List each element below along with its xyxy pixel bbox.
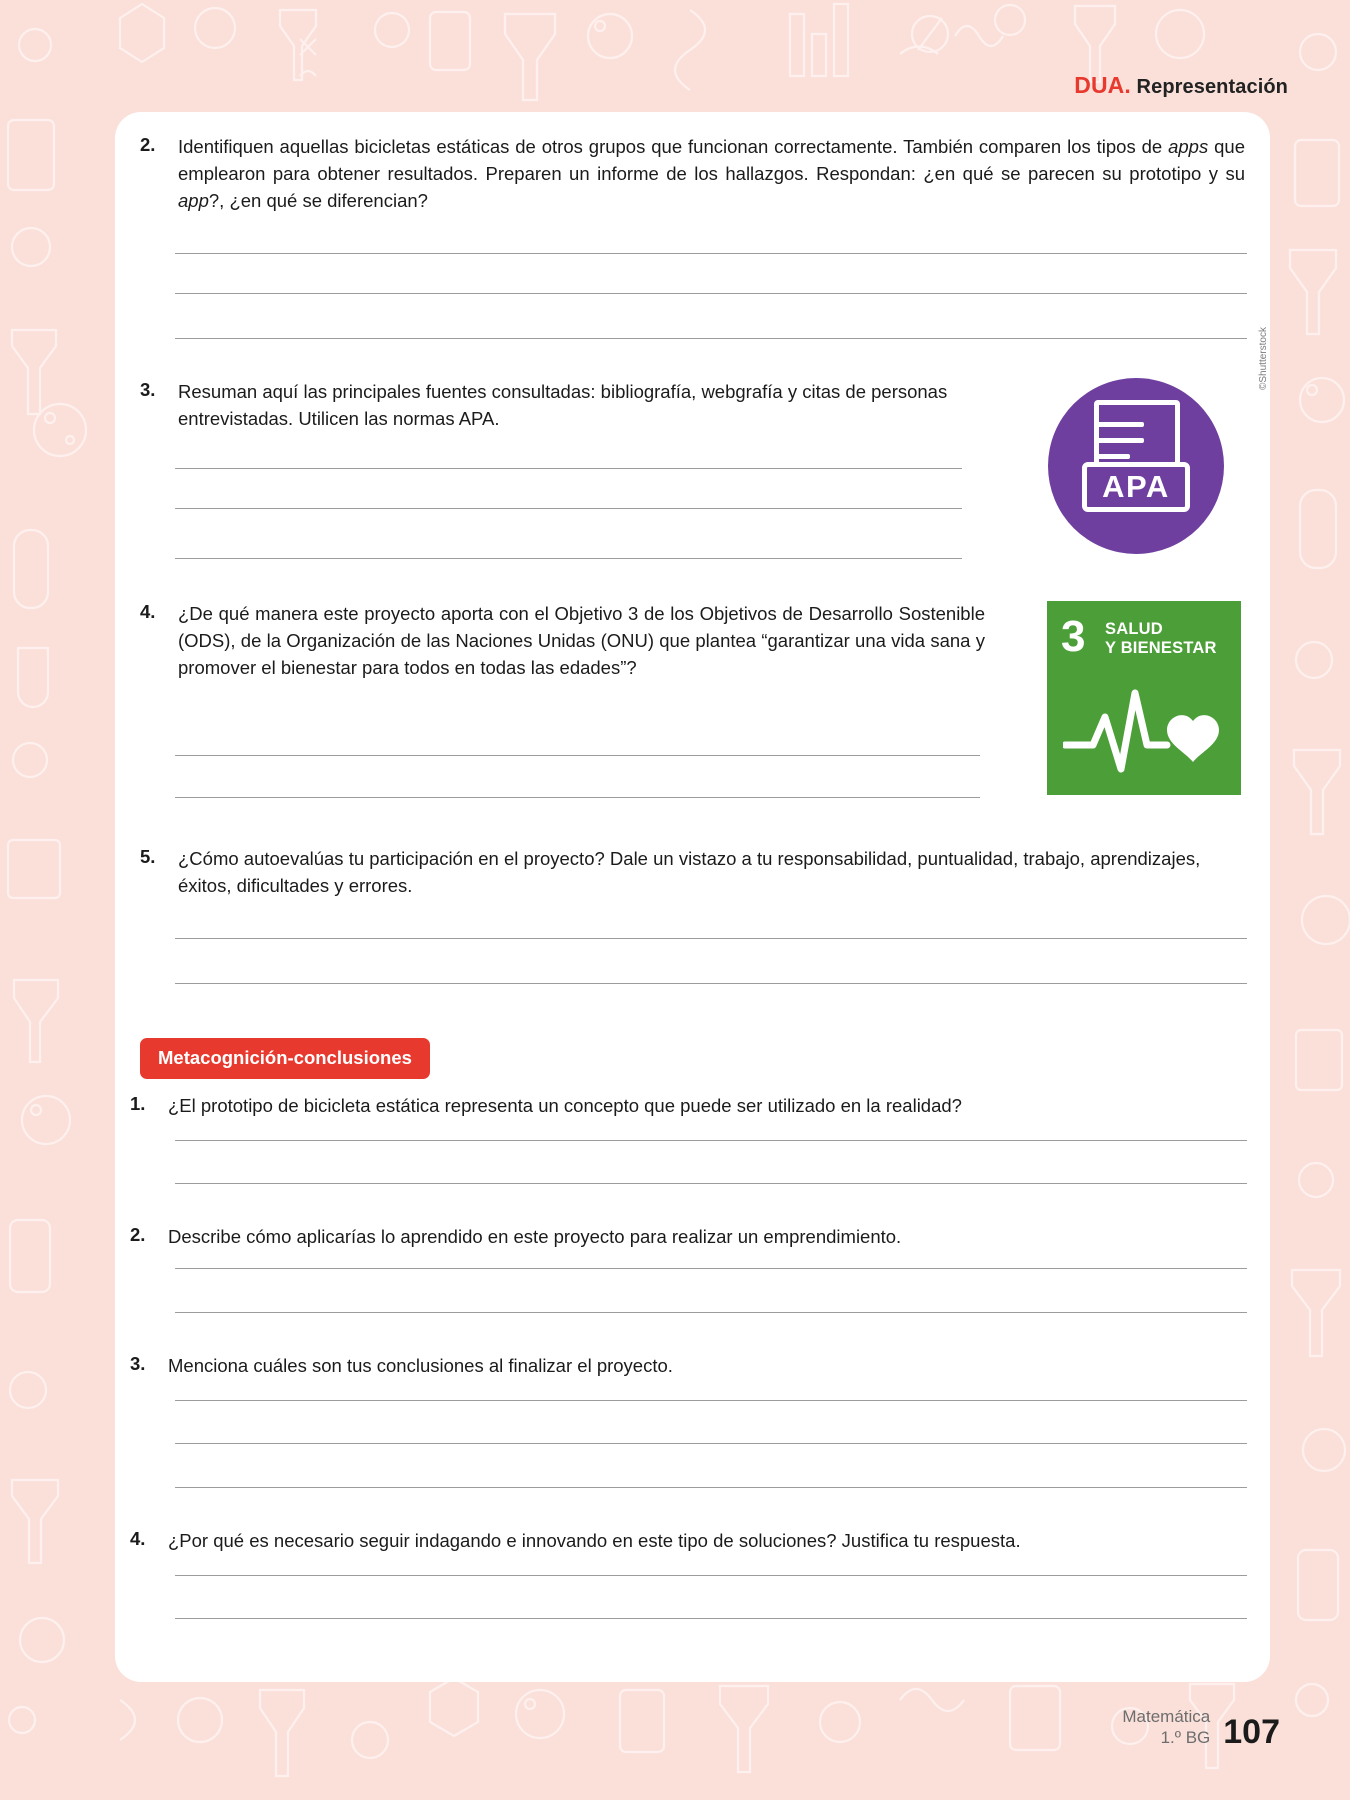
question-text: ¿Por qué es necesario seguir indagando e innovando en este tipo de soluciones? Justifica tu respuesta. [168, 1530, 1021, 1551]
question-number: 2. [130, 1224, 146, 1245]
dua-label-strong: DUA. [1074, 72, 1131, 98]
answer-line[interactable] [175, 1575, 1247, 1576]
answer-line[interactable] [175, 1183, 1247, 1184]
answer-line[interactable] [175, 338, 1247, 339]
question-text: Menciona cuáles son tus conclusiones al finalizar el proyecto. [168, 1355, 673, 1376]
page-number: 107 [1223, 1712, 1280, 1751]
question-number: 5. [140, 846, 156, 867]
ods-goal-3-badge [1047, 601, 1241, 795]
heartbeat-icon [1063, 683, 1227, 779]
answer-line[interactable] [175, 293, 1247, 294]
answer-line[interactable] [175, 508, 962, 509]
question-number: 4. [130, 1528, 146, 1549]
question-number: 1. [130, 1093, 146, 1114]
ods-number: 3 [1061, 612, 1086, 661]
question-item-4 [140, 600, 985, 682]
question-number: 3. [130, 1353, 146, 1374]
question-item-2 [140, 133, 1245, 215]
page-footer [1122, 1706, 1280, 1749]
question-text: Describe cómo aplicarías lo aprendido en este proyecto para realizar un emprendimiento. [168, 1226, 902, 1247]
image-credit: ©Shutterstock [1258, 327, 1269, 390]
meta-question-item-2 [130, 1223, 1240, 1250]
answer-line[interactable] [175, 1268, 1247, 1269]
apa-document-icon [1082, 400, 1190, 530]
apa-label: APA [1082, 462, 1190, 512]
answer-line[interactable] [175, 755, 980, 756]
answer-line[interactable] [175, 1140, 1247, 1141]
question-text: ¿Cómo autoevalúas tu participación en el proyecto? Dale un vistazo a tu responsabilidad, puntualidad, trabajo, aprendizajes, éxitos, dificultades y errores. [178, 848, 1201, 897]
meta-question-item-3 [130, 1352, 1240, 1379]
footer-grade: 1.º BG [1160, 1727, 1211, 1747]
ods-title-line2: Y BIENESTAR [1105, 639, 1217, 658]
ods-title [1105, 620, 1217, 659]
answer-line[interactable] [175, 1312, 1247, 1313]
question-number: 2. [140, 134, 156, 155]
answer-line[interactable] [175, 938, 1247, 939]
answer-line[interactable] [175, 1618, 1247, 1619]
question-text: Resuman aquí las principales fuentes consultadas: bibliografía, webgrafía y citas de personas entrevistadas. Utilicen las normas APA. [178, 381, 948, 430]
answer-line[interactable] [175, 1443, 1247, 1444]
question-item-3 [140, 378, 970, 432]
question-text: Identifiquen aquellas bicicletas estáticas de otros grupos que funcionan correctamente. También comparen los tipos de apps que emplearon para obtener resultados. Preparen un informe de los hallazgos. Respondan: ¿en qué se parecen su prototipo y su app?, ¿en qué se diferencian? [178, 136, 1246, 212]
answer-line[interactable] [175, 468, 962, 469]
section-title-metacognition: Metacognición-conclusiones [140, 1038, 430, 1079]
answer-line[interactable] [175, 797, 980, 798]
meta-question-item-4 [130, 1527, 1240, 1554]
answer-line[interactable] [175, 1487, 1247, 1488]
answer-line[interactable] [175, 558, 962, 559]
dua-label-rest: Representación [1130, 76, 1288, 98]
dua-representation-label [1074, 72, 1288, 99]
meta-question-item-1 [130, 1092, 1240, 1119]
question-item-5 [140, 845, 1250, 899]
question-text: ¿El prototipo de bicicleta estática representa un concepto que puede ser utilizado en la realidad? [168, 1095, 962, 1116]
answer-line[interactable] [175, 983, 1247, 984]
footer-subject-name: Matemática [1122, 1706, 1211, 1726]
question-number: 4. [140, 601, 156, 622]
apa-badge [1048, 378, 1224, 554]
question-number: 3. [140, 379, 156, 400]
answer-line[interactable] [175, 253, 1247, 254]
footer-subject [1122, 1706, 1210, 1749]
ods-title-line1: SALUD [1105, 620, 1163, 638]
question-text: ¿De qué manera este proyecto aporta con el Objetivo 3 de los Objetivos de Desarrollo Sostenible (ODS), de la Organización de las Naciones Unidas (ONU) que plantea “garantizar una vida sana y promover el bienestar para todos en todas las edades”? [178, 603, 985, 679]
answer-line[interactable] [175, 1400, 1247, 1401]
